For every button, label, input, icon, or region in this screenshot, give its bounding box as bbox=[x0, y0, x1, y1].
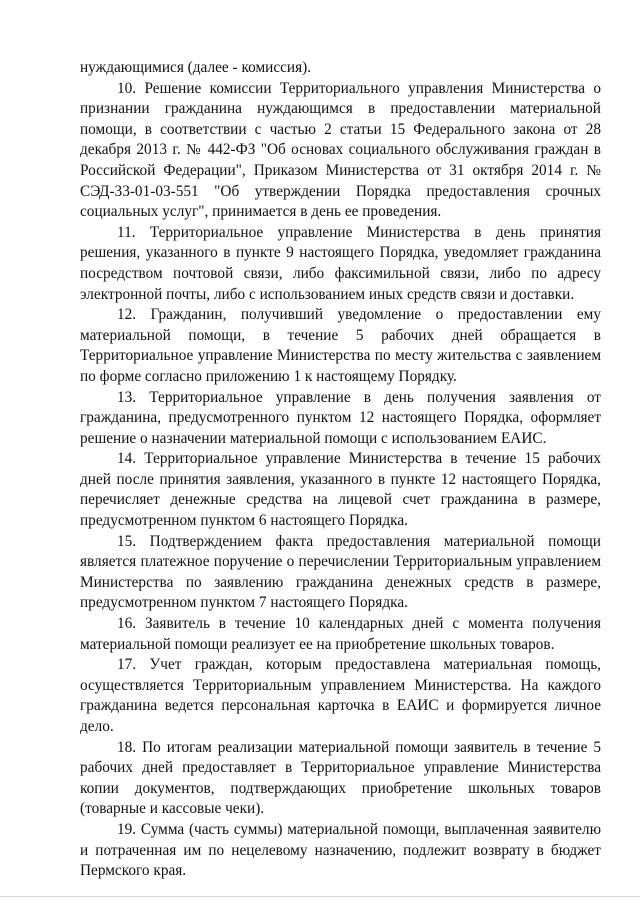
paragraph-12: 12. Гражданин, получивший уведомление о предоставлении ему материальной помощи, в течение 5 рабочих дней обращается в Территориальное управление Министерства по месту жительства с заявлением по форме согласно приложению 1 к настоящему Порядку. bbox=[80, 306, 601, 385]
paragraph-19: 19. Сумма (часть суммы) материальной помощи, выплаченная заявителю и потраченная им по нецелевому назначению, подлежит возврату в бюджет Пермского края. bbox=[80, 820, 601, 880]
paragraph-10: 10. Решение комиссии Территориального управления Министерства о признании гражданина нуждающимся в предоставлении материальной помощи, в соответствии с частью 2 статьи 15 Федерального закона от 28 декабря 2013 г. № 442-ФЗ "Об основах социального обслуживания граждан в Российской Федерации", Приказом Министерства от 31 октября 2014 г. № СЭД-33-01-03-551 "Об утверждении Порядка предоставления срочных социальных услуг", принимается в день ее проведения. bbox=[80, 79, 601, 221]
paragraph-continuation: нуждающимися (далее - комиссия). bbox=[80, 59, 312, 76]
paragraph-13: 13. Территориальное управление в день получения заявления от гражданина, предусмотренного пунктом 12 настоящего Порядка, оформляет решение о назначении материальной помощи с использованием ЕАИС. bbox=[80, 388, 601, 447]
paragraph-11: 11. Территориальное управление Министерства в день принятия решения, указанного в пункте 9 настоящего Порядка, уведомляет гражданина посредством почтовой связи, либо факсимильной связи, либо по адресу электронной почты, либо с использованием иных средств связи и доставки. bbox=[80, 223, 601, 303]
paragraph-18: 18. По итогам реализации материальной помощи заявитель в течение 5 рабочих дней предоставляет в Территориальное управление Министерства копии документов, подтверждающих приобретение школьных товаров (товарные и кассовые чеки). bbox=[80, 738, 601, 818]
paragraph-14: 14. Территориальное управление Министерства в течение 15 рабочих дней после принятия заявления, указанного в пункте 12 настоящего Порядка, перечисляет денежные средства на лицевой счет гражданина в размере, предусмотренном пунктом 6 настоящего Порядка. bbox=[80, 450, 601, 530]
scan-edge-line bbox=[0, 896, 640, 897]
paragraph-17: 17. Учет граждан, которым предоставлена материальная помощь, осуществляется Территориальным управлением Министерства. На каждого гражданина ведется персональная карточка в ЕАИС и формируется личное дело. bbox=[80, 656, 601, 735]
document-page bbox=[80, 58, 601, 882]
paragraph-15: 15. Подтверждением факта предоставления материальной помощи является платежное поручение о перечислении Территориальным управлением Министерства по заявлению гражданина денежных средств в размере, предусмотренном пунктом 7 настоящего Порядка. bbox=[80, 532, 601, 612]
paragraph-16: 16. Заявитель в течение 10 календарных дней с момента получения материальной помощи реализует ее на приобретение школьных товаров. bbox=[80, 615, 601, 653]
